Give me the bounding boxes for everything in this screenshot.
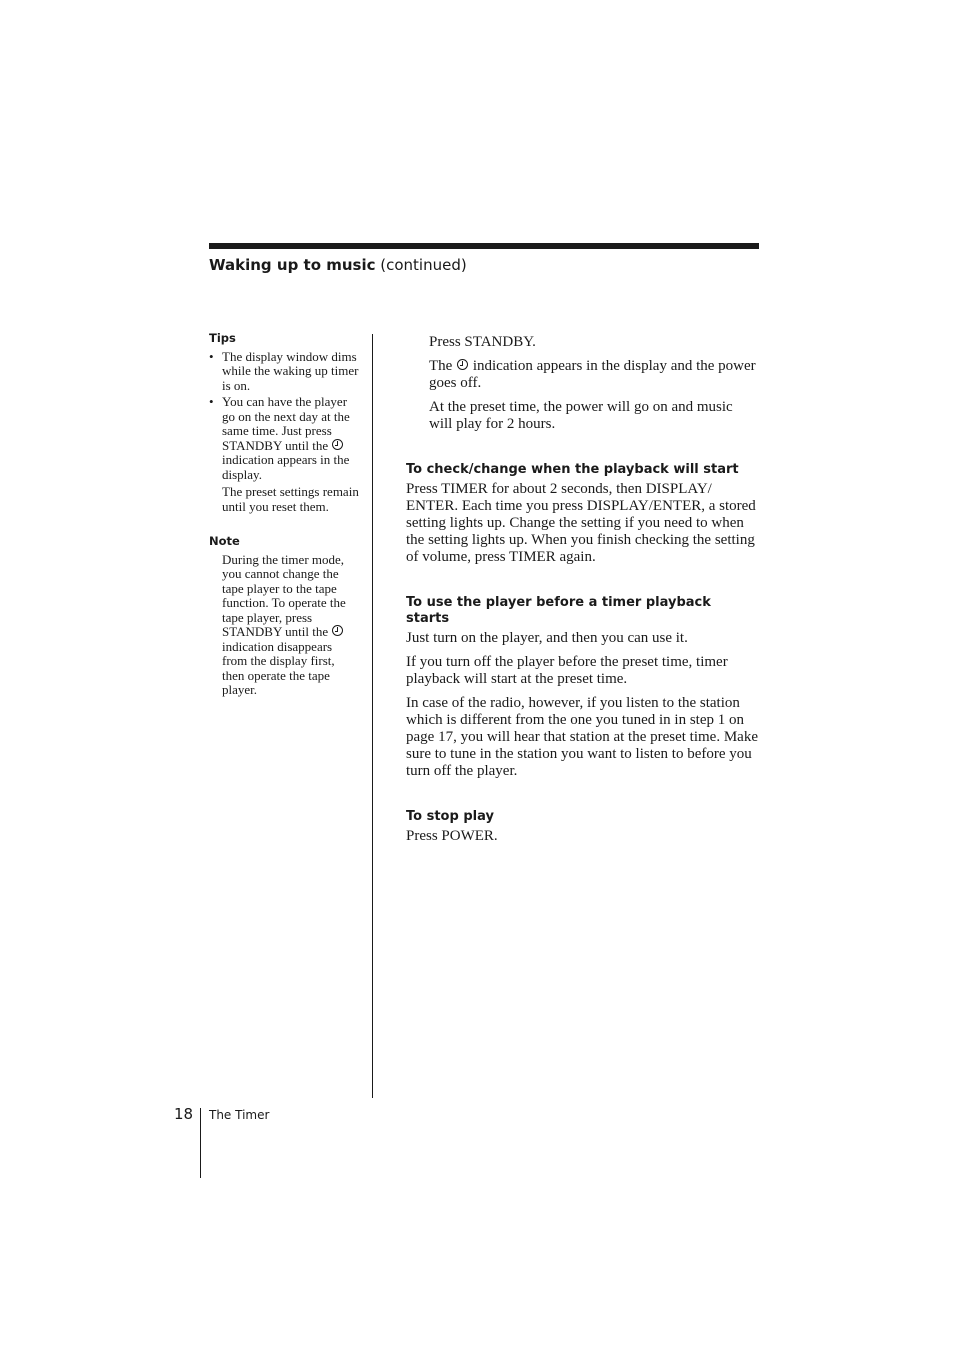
note-heading: Note xyxy=(209,534,240,548)
sidebar-notes xyxy=(209,331,359,698)
use-text: Just turn on the player, and then you can use it. xyxy=(406,630,688,646)
use-text: If you turn off the player before the preset time, timer playback will start at the preset time. xyxy=(406,654,728,687)
check-heading: To check/change when the playback will start xyxy=(406,462,739,477)
timer-icon xyxy=(457,359,468,370)
step-text: At the preset time, the power will go on and music will play for 2 hours. xyxy=(429,399,733,432)
stop-text: Press POWER. xyxy=(406,828,498,844)
use-text: In case of the radio, however, if you listen to the station which is different from the one you tuned in in step 1 on page 17, you will hear that station at the preset time. Make sure to tune in the station you want to listen to before you turn off the player. xyxy=(406,695,758,779)
footer-rule xyxy=(200,1108,201,1178)
tip-subtext: The preset settings remain until you reset them. xyxy=(222,484,359,514)
section-title xyxy=(209,256,467,274)
note-text xyxy=(209,553,359,698)
step-text: Press STANDBY. xyxy=(429,334,536,350)
footer-section-label: The Timer xyxy=(209,1108,270,1122)
tip-text: The display window dims while the waking up timer is on. xyxy=(222,348,359,393)
use-heading: To use the player before a timer playback starts xyxy=(406,595,711,626)
section-title-main: Waking up to music xyxy=(209,256,376,274)
use-section xyxy=(406,595,758,780)
step-text-end: indication appears in the display and the power goes off. xyxy=(429,358,756,391)
step-text-start: The xyxy=(429,358,457,374)
step-text xyxy=(429,358,758,392)
section-title-suffix: (continued) xyxy=(375,256,467,274)
check-text: Press TIMER for about 2 seconds, then DISPLAY/ ENTER. Each time you press DISPLAY/ENTER, a stored setting lights up. Change the setting if you need to when the setting lights up. When you finish checking the setting of volume, press TIMER again. xyxy=(406,481,756,565)
page-number: 18 xyxy=(174,1105,194,1123)
tips-heading: Tips xyxy=(209,331,236,345)
step-instructions xyxy=(406,334,758,433)
tip-item xyxy=(209,350,359,394)
stop-section xyxy=(406,809,758,845)
bullet-icon: • xyxy=(209,394,214,409)
top-rule xyxy=(209,243,759,249)
main-content xyxy=(406,334,758,874)
timer-icon xyxy=(332,439,343,450)
note-text-end: indication disappears from the display first, then operate the tape player. xyxy=(222,638,335,697)
tip-text-end: indication appears in the display. xyxy=(222,452,350,482)
tip-item xyxy=(209,395,359,482)
column-divider xyxy=(372,334,373,1098)
note-text-start: During the timer mode, you cannot change the tape player to the tape function. To operate the tape player, press STANDBY until the xyxy=(222,551,346,639)
timer-icon xyxy=(332,625,343,636)
stop-heading: To stop play xyxy=(406,809,494,824)
bullet-icon: • xyxy=(209,348,214,364)
tip-text-start: You can have the player go on the next day at the same time. Just press STANDBY until the xyxy=(222,394,350,453)
check-section xyxy=(406,462,758,566)
